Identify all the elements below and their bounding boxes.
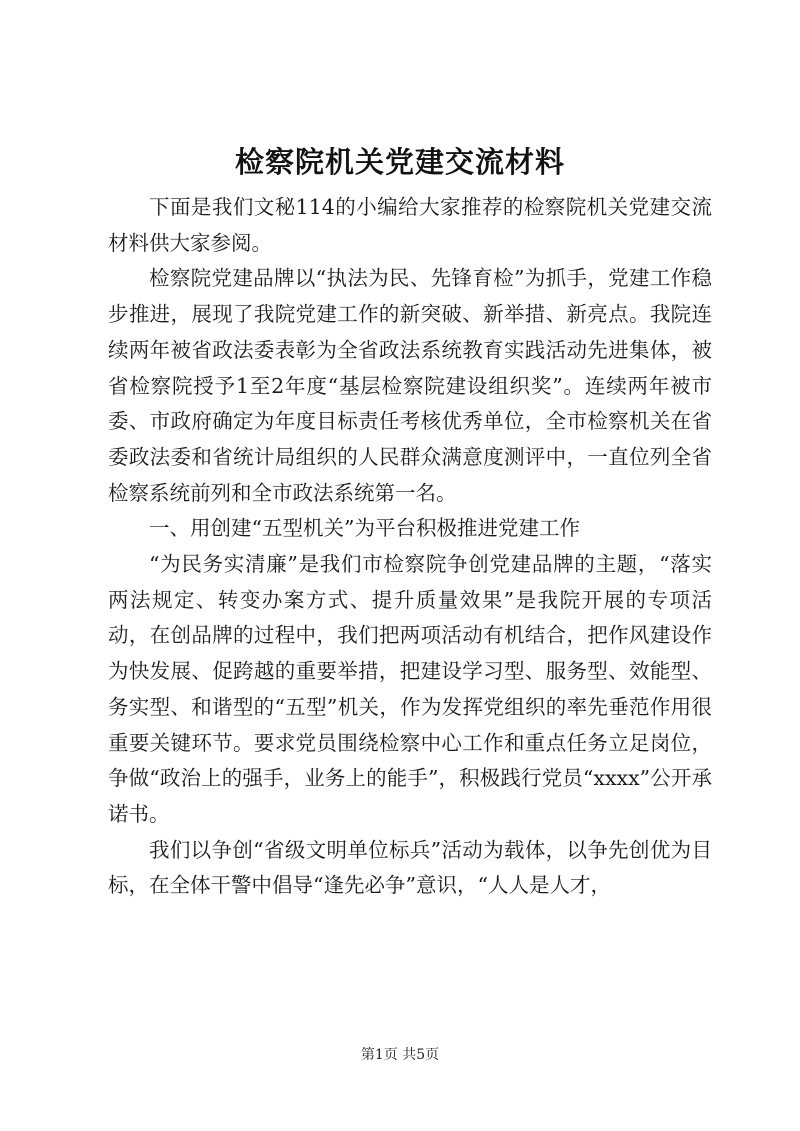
document-body — [108, 190, 712, 904]
document-title: 检察院机关党建交流材料 — [234, 145, 565, 179]
intro-paragraph: 下面是我们文秘114的小编给大家推荐的检察院机关党建交流材料供大家参阅。 — [108, 195, 712, 255]
continuation-paragraph: 我们以争创“省级文明单位标兵”活动为载体，以争先创优为目标，在全体干警中倡导“逢先必争”意识，“人人是人才， — [108, 837, 712, 898]
section-paragraph: “为民务实清廉”是我们市检察院争创党建品牌的主题，“落实两法规定、转变办案方式、提升质量效果”是我院开展的专项活动，在创品牌的过程中，我们把两项活动有机结合，把作风建设作为快发展、促跨越的重要举措，把建设学习型、服务型、效能型、务实型、和谐型的“五型”机关，作为发挥党组织的率先垂范作用很重要关键环节。要求党员围绕检察中心工作和重点任务立足岗位，争做“政治上的强手，业务上的能手”，积极践行党员“xxxx”公开承诺书。 — [108, 552, 712, 826]
page-number-footer: 第1页 共5页 — [360, 1047, 440, 1063]
section-heading: 一、用创建“五型机关”为平台积极推进党建工作 — [149, 516, 580, 541]
summary-paragraph: 检察院党建品牌以“执法为民、先锋育检”为抓手，党建工作稳步推进，展现了我院党建工作的新突破、新举措、新亮点。我院连续两年被省政法委表彰为全省政法系统教育实践活动先进集体，被省检察院授予1至2年度“基层检察院建设组织奖”。连续两年被市委、市政府确定为年度目标责任考核优秀单位，全市检察机关在省委政法委和省统计局组织的人民群众满意度测评中，一直位列全省检察系统前列和全市政法系统第一名。 — [108, 266, 712, 505]
